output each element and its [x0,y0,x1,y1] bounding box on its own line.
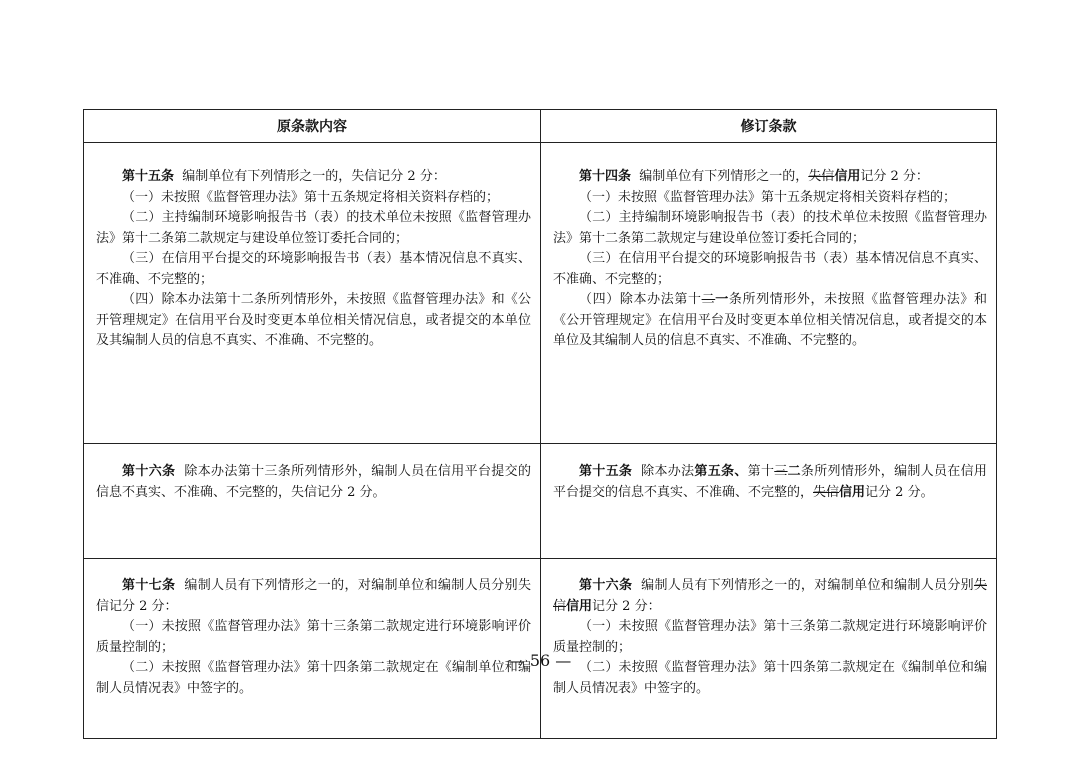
deleted-text: 失信 [553,578,987,614]
clause-text: 条所列情形外，未按照《监督管理办法》和《公开管理规定》在信用平台及时变更本单位相关情况信息，或者提交的本单位及其编制人员的信息不真实、不准确、不完整的。 [553,292,987,348]
clause-item: （二）主持编制环境影响报告书（表）的技术单位未按照《监督管理办法》第十二条第二款规定与建设单位签订委托合同的； [553,210,987,246]
clause-text: 第十 [747,464,775,479]
clause-text: 编制单位有下列情形之一的， [639,169,809,184]
clause-item: （一）未按照《监督管理办法》第十五条规定将相关资料存档的； [579,189,957,205]
clause-text: 除本办法 [641,464,695,479]
header-revised: 修订条款 [541,110,997,143]
article-number: 第十六条 [579,578,633,593]
inserted-text: 一 [715,292,729,307]
table-row [84,444,997,559]
article-number: 第十五条 [122,169,175,184]
article-number: 第十七条 [122,578,176,593]
original-cell [84,444,541,559]
clause-text: 记分 2 分： [592,598,661,614]
clause-lead [96,462,531,503]
deleted-text: 失信 [813,484,840,500]
table-header-row [84,110,997,143]
inserted-text: 信用 [834,169,861,184]
revised-cell [541,143,997,444]
article-number: 第十五条 [579,464,633,479]
clause-lead [553,167,987,188]
deleted-text: 二 [701,292,716,307]
clause-text: 记分 2 分。 [865,484,934,500]
deleted-text: 三 [774,464,788,479]
clause-item: （二）未按照《监督管理办法》第十四条第二款规定在《编制单位和编制人员情况表》中签字的。 [553,660,987,696]
inserted-text: 二 [787,464,801,479]
clause-item: （一）未按照《监督管理办法》第十三条第二款规定进行环境影响评价质量控制的； [96,619,531,655]
clause-item: （二）未按照《监督管理办法》第十四条第二款规定在《编制单位和编制人员情况表》中签字的。 [96,660,531,696]
header-original: 原条款内容 [84,110,541,143]
clause-lead [96,167,531,188]
clause-text: 编制单位有下列情形之一的，失信记分 2 分： [182,169,446,184]
clause-item: （三）在信用平台提交的环境影响报告书（表）基本情况信息不真实、不准确、不完整的； [553,251,987,287]
clause-item: （四）除本办法第十二条所列情形外，未按照《监督管理办法》和《公开管理规定》在信用平台及时变更本单位相关情况信息，或者提交的本单位及其编制人员的信息不真实、不准确、不完整的。 [96,292,531,348]
clause-item [553,290,987,352]
revised-cell [541,444,997,559]
deleted-text: 失信 [808,169,835,184]
comparison-table [83,109,997,739]
article-number: 第十六条 [122,464,176,479]
clause-item: （一）未按照《监督管理办法》第十三条第二款规定进行环境影响评价质量控制的； [553,619,987,655]
table-row [84,559,997,739]
inserted-text: 第五条、 [694,464,748,479]
clause-text: 条所列情形外，编制人员在信用平台提交的信息不真实、不准确、不完整的， [553,464,987,500]
clause-item: （一）未按照《监督管理办法》第十五条规定将相关资料存档的； [122,189,500,205]
clause-text: 记分 2 分： [860,169,929,184]
clause-text: 除本办法第十三条所列情形外，编制人员在信用平台提交的信息不真实、不准确、不完整的，失信记分 2 分。 [96,464,531,500]
table-row [84,143,997,444]
inserted-text: 信用 [839,484,866,500]
clause-item: （二）主持编制环境影响报告书（表）的技术单位未按照《监督管理办法》第十二条第二款规定与建设单位签订委托合同的； [96,210,531,246]
clause-lead [553,576,987,617]
clause-text: 编制人员有下列情形之一的，对编制单位和编制人员分别失信记分 2 分： [96,578,531,614]
clause-item: （三）在信用平台提交的环境影响报告书（表）基本情况信息不真实、不准确、不完整的； [96,251,531,287]
original-cell [84,559,541,739]
page-number: — 56 — [508,651,572,670]
revised-cell [541,559,997,739]
clause-lead [96,576,531,617]
clause-text: （四）除本办法第十 [579,292,702,307]
article-number: 第十四条 [579,169,632,184]
clause-text: 编制人员有下列情形之一的，对编制单位和编制人员分别 [641,578,974,593]
original-cell [84,143,541,444]
inserted-text: 信用 [566,598,593,614]
clause-lead [553,462,987,503]
